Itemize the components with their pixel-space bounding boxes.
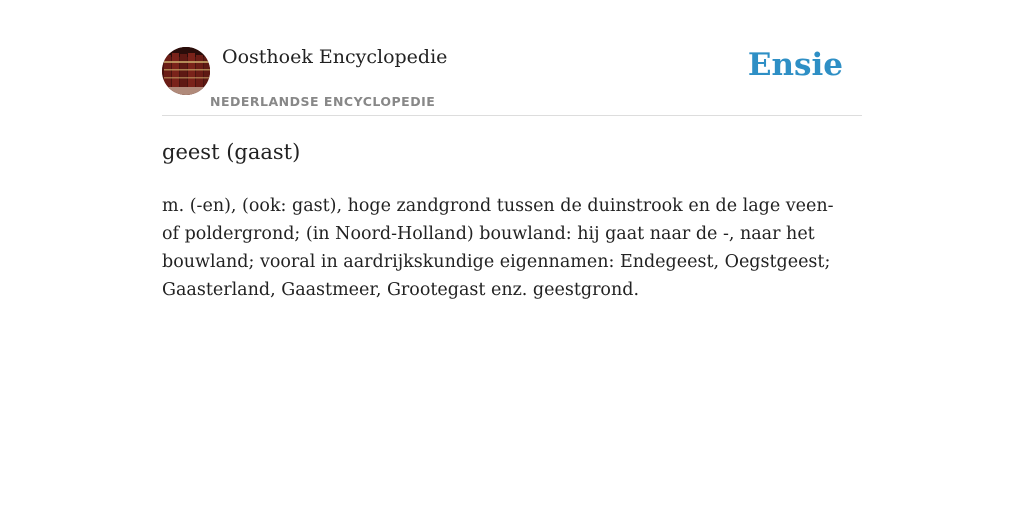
encyclopedia-books-icon xyxy=(162,47,210,95)
brand-logo[interactable]: Ensie xyxy=(747,47,843,83)
entry-body: m. (-en), (ook: gast), hoge zandgrond tussen de duinstrook en de lage veen- of poldergrond; (in Noord-Holland) bouwland: hij gaat naar de -, naar het bouwland; vooral in aardrijkskundige eigennamen: Endegeest, Oegstgeest; Gaasterland, Gaastmeer, Grootegast enz. geestgrond. xyxy=(162,196,834,300)
page-container xyxy=(162,0,862,300)
entry-title: geest (gaast) xyxy=(162,140,301,164)
site-title[interactable]: Oosthoek Encyclopedie xyxy=(222,46,448,68)
site-subtitle: NEDERLANDSE ENCYCLOPEDIE xyxy=(210,94,436,109)
site-header xyxy=(162,0,862,116)
site-avatar[interactable] xyxy=(162,47,210,95)
